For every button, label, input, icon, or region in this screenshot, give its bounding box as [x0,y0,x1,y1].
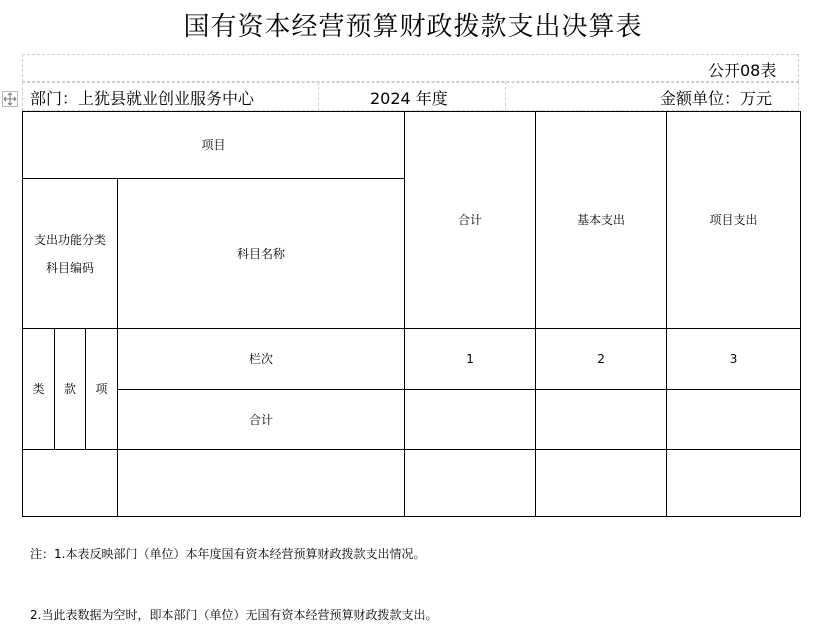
column-number-2: 2 [536,329,667,390]
table-row [23,112,801,179]
fiscal-year: 2024 年度 [370,89,448,108]
header-lei: 类 [23,329,55,450]
header-function-code [23,179,118,329]
table-cell [118,450,405,517]
page-title: 国有资本经营预算财政拨款支出决算表 [183,12,643,42]
total-row-label: 合计 [118,390,405,450]
amount-unit: 金额单位：万元 [660,89,773,108]
expenditure-table [22,111,801,517]
table-cell [536,450,667,517]
table-cell [667,450,801,517]
note-1: 注：1.本表反映部门（单位）本年度国有资本经营预算财政拨款支出情况。 [30,547,426,561]
department-label: 部门：上犹县就业创业服务中心 [30,89,255,108]
column-order-label: 栏次 [118,329,405,390]
header-kuan: 款 [55,329,86,450]
column-number-1: 1 [405,329,536,390]
form-code: 公开08表 [708,61,777,80]
table-cell [405,450,536,517]
header-project: 项目 [23,112,405,179]
note-2: 2.当此表数据为空时，即本部门（单位）无国有资本经营预算财政拨款支出。 [30,608,438,622]
header-basic-expenditure: 基本支出 [536,112,667,329]
header-function-code-line2: 科目编码 [45,260,94,275]
table-row [23,390,801,450]
table-row [23,450,801,517]
column-number-3: 3 [667,329,801,390]
table-cell [23,450,118,517]
info-separator [505,82,506,111]
header-xiang: 项 [86,329,118,450]
form-code-row [22,54,799,82]
header-total: 合计 [405,112,536,329]
header-function-code-line1: 支出功能分类 [33,232,106,247]
header-project-expenditure: 项目支出 [667,112,801,329]
move-handle-icon[interactable] [2,91,18,107]
table-cell [667,390,801,450]
table-cell [405,390,536,450]
info-separator [318,82,319,111]
header-subject-name: 科目名称 [118,179,405,329]
table-row [23,329,801,390]
table-cell [536,390,667,450]
